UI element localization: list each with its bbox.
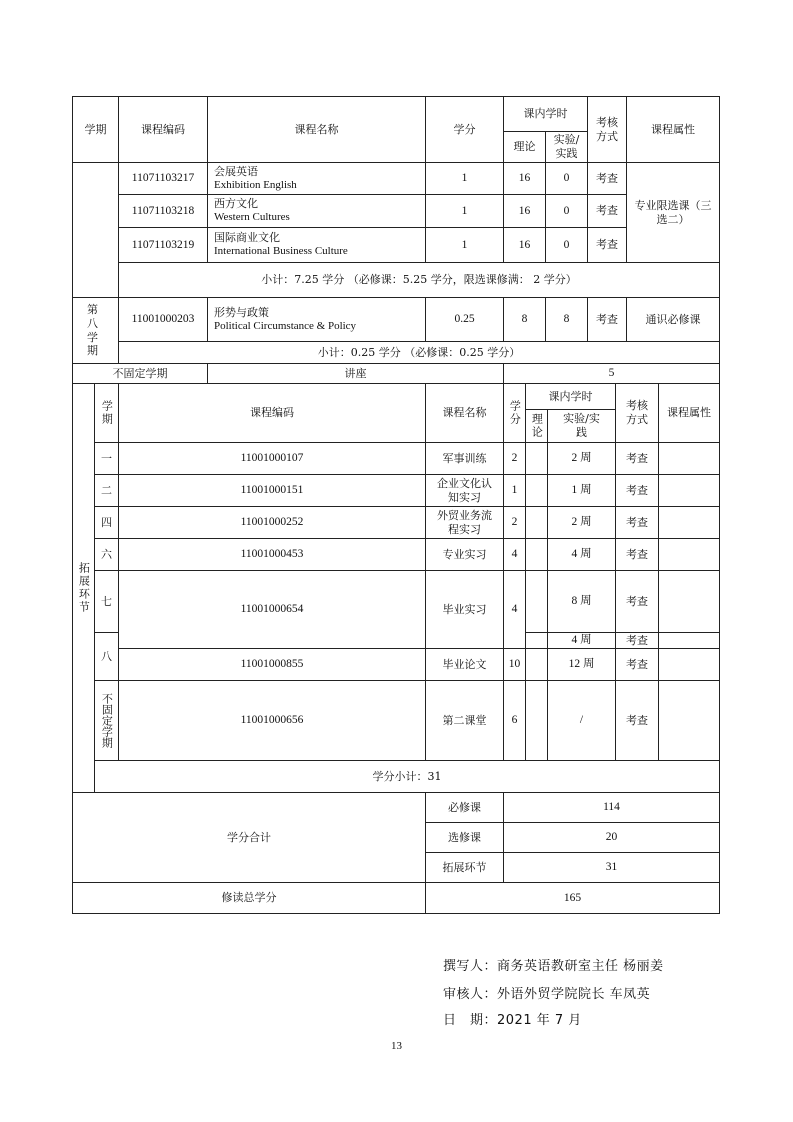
- course-name-cn: 国际商业文化: [214, 231, 280, 245]
- ext-term-text: 不固定学期: [100, 693, 114, 748]
- course-code: 11001000203: [118, 297, 208, 342]
- totals-item-value: 114: [503, 792, 720, 823]
- ext-name: 专业实习: [425, 538, 504, 571]
- extension-section-label: [72, 383, 95, 793]
- ext-theory: [525, 442, 548, 475]
- ext-exam: 考查: [615, 632, 659, 649]
- ext-credits: 2: [503, 442, 526, 475]
- ext-header-credits-text: 学分: [508, 400, 522, 426]
- course-name: [207, 297, 426, 342]
- course-name: [207, 194, 426, 228]
- ext-credits: 4: [503, 538, 526, 571]
- course-code: 11071103217: [118, 162, 208, 195]
- header-credits: 学分: [425, 96, 504, 163]
- ext-attribute: [658, 632, 720, 649]
- course-credits: 1: [425, 162, 504, 195]
- ext-attribute: [658, 442, 720, 475]
- ext-exam: 考查: [615, 570, 659, 633]
- ext-practice: 4 周: [547, 538, 616, 571]
- ext-theory: [525, 680, 548, 761]
- ext-credits: 1: [503, 474, 526, 507]
- header-term: 学期: [72, 96, 119, 163]
- lecture-value: 5: [503, 363, 720, 384]
- course-theory: 16: [503, 194, 546, 228]
- course-name-cn: 形势与政策: [214, 305, 269, 319]
- header-theory: 理论: [503, 131, 546, 163]
- ext-theory: [525, 538, 548, 571]
- ext-attribute: [658, 538, 720, 571]
- header-hours-group: 课内学时: [503, 96, 588, 132]
- course-exam: 考查: [587, 162, 627, 195]
- reviewer-line: 审核人：外语外贸学院院长 车凤英: [443, 987, 651, 1002]
- ext-header-theory: [525, 409, 548, 443]
- ext-code: 11001000107: [118, 442, 426, 475]
- ext-header-attribute: 课程属性: [658, 383, 720, 443]
- grand-total-value: 165: [425, 882, 720, 914]
- term-cell-7: [72, 162, 119, 298]
- totals-item-value: 31: [503, 852, 720, 883]
- ext-practice: 8 周: [547, 570, 616, 633]
- totals-item-label: 必修课: [425, 792, 504, 823]
- ext-term: 七: [94, 570, 119, 633]
- ext-practice: 2 周: [547, 506, 616, 539]
- course-credits: 1: [425, 194, 504, 228]
- ext-exam: 考查: [615, 474, 659, 507]
- ext-term: 六: [94, 538, 119, 571]
- ext-practice: 12 周: [547, 648, 616, 681]
- ext-header-theory-text: 理论: [530, 413, 544, 439]
- course-name: [207, 162, 426, 195]
- ext-header-exam: 考核方式: [615, 383, 659, 443]
- ext-theory: [525, 506, 548, 539]
- course-exam: 考查: [587, 194, 627, 228]
- course-name-cn: 会展英语: [214, 164, 258, 178]
- ext-exam: 考查: [615, 680, 659, 761]
- course-name-en: Western Cultures: [214, 211, 290, 223]
- course-name: [207, 227, 426, 263]
- ext-credits: 6: [503, 680, 526, 761]
- header-code: 课程编码: [118, 96, 208, 163]
- ext-name: 外贸业务流程实习: [425, 506, 504, 539]
- ext-exam: 考查: [615, 442, 659, 475]
- course-theory: 8: [503, 297, 546, 342]
- ext-code: 11001000453: [118, 538, 426, 571]
- ext-term: 一: [94, 442, 119, 475]
- course-name-cn: 西方文化: [214, 197, 258, 211]
- ext-term: 四: [94, 506, 119, 539]
- ext-credits: 4: [503, 570, 526, 649]
- ext-attribute: [658, 506, 720, 539]
- header-name: 课程名称: [207, 96, 426, 163]
- ext-theory: [525, 632, 548, 649]
- ext-header-name: 课程名称: [425, 383, 504, 443]
- ext-attribute: [658, 680, 720, 761]
- ext-name: 毕业论文: [425, 648, 504, 681]
- ext-term: 八: [94, 632, 119, 681]
- course-exam: 考查: [587, 227, 627, 263]
- ext-name: 企业文化认知实习: [425, 474, 504, 507]
- ext-header-hours-group: 课内学时: [525, 383, 616, 410]
- course-exam: 考查: [587, 297, 627, 342]
- course-practice: 0: [545, 194, 588, 228]
- unfixed-term-label: 不固定学期: [72, 363, 208, 384]
- ext-theory: [525, 570, 548, 633]
- ext-term: 二: [94, 474, 119, 507]
- ext-header-practice: 实验/实践: [547, 409, 616, 443]
- course-code: 11071103219: [118, 227, 208, 263]
- ext-attribute: [658, 570, 720, 633]
- ext-header-credits: [503, 383, 526, 443]
- ext-header-term: [94, 383, 119, 443]
- ext-practice: /: [547, 680, 616, 761]
- ext-exam: 考查: [615, 538, 659, 571]
- ext-name: 第二课堂: [425, 680, 504, 761]
- subtotal-term-7: 小计：7.25 学分 （必修课：5.25 学分，限选课修满： 2 学分）: [118, 262, 720, 298]
- ext-code: 11001000151: [118, 474, 426, 507]
- ext-credits: 2: [503, 506, 526, 539]
- course-name-en: Exhibition English: [214, 178, 297, 191]
- author-line: 撰写人：商务英语教研室主任 杨丽姜: [443, 959, 664, 974]
- ext-attribute: [658, 648, 720, 681]
- totals-item-label: 选修课: [425, 822, 504, 853]
- course-theory: 16: [503, 162, 546, 195]
- ext-name: 毕业实习: [425, 570, 504, 649]
- ext-practice: 1 周: [547, 474, 616, 507]
- ext-term: [94, 680, 119, 761]
- header-attribute: 课程属性: [626, 96, 720, 163]
- ext-code: 11001000855: [118, 648, 426, 681]
- extension-section-text: 拓展环节: [77, 562, 91, 614]
- totals-label: 学分合计: [72, 792, 426, 883]
- ext-practice: 2 周: [547, 442, 616, 475]
- totals-item-label: 拓展环节: [425, 852, 504, 883]
- ext-exam: 考查: [615, 648, 659, 681]
- ext-practice: 4 周: [547, 632, 616, 649]
- subtotal-term-8: 小计：0.25 学分 （必修课：0.25 学分）: [118, 341, 720, 364]
- course-credits: 1: [425, 227, 504, 263]
- ext-code: 11001000252: [118, 506, 426, 539]
- ext-code: 11001000656: [118, 680, 426, 761]
- ext-theory: [525, 648, 548, 681]
- course-theory: 16: [503, 227, 546, 263]
- header-practice: 实验/实践: [545, 131, 588, 163]
- course-practice: 8: [545, 297, 588, 342]
- date-line: 日 期：2021 年 7 月: [443, 1013, 582, 1028]
- term-8-label: 第八学期: [72, 297, 119, 364]
- course-name-en: Political Circumstance & Policy: [214, 319, 357, 332]
- ext-theory: [525, 474, 548, 507]
- ext-exam: 考查: [615, 506, 659, 539]
- lecture-name: 讲座: [207, 363, 504, 384]
- page-number: 13: [391, 1040, 402, 1052]
- ext-attribute: [658, 474, 720, 507]
- course-practice: 0: [545, 162, 588, 195]
- ext-credits: 10: [503, 648, 526, 681]
- ext-subtotal: 学分小计：31: [94, 760, 720, 793]
- course-name-en: International Business Culture: [214, 245, 348, 257]
- ext-name: 军事训练: [425, 442, 504, 475]
- course-code: 11071103218: [118, 194, 208, 228]
- header-exam: 考核方式: [587, 96, 627, 163]
- course-credits: 0.25: [425, 297, 504, 342]
- ext-header-term-text: 学期: [100, 400, 114, 426]
- ext-header-code: 课程编码: [118, 383, 426, 443]
- totals-item-value: 20: [503, 822, 720, 853]
- grand-total-label: 修读总学分: [72, 882, 426, 914]
- course-practice: 0: [545, 227, 588, 263]
- course-attribute: 通识必修课: [626, 297, 720, 342]
- ext-code: 11001000654: [118, 570, 426, 649]
- elective-attribute: 专业限选课（三选二）: [626, 162, 720, 263]
